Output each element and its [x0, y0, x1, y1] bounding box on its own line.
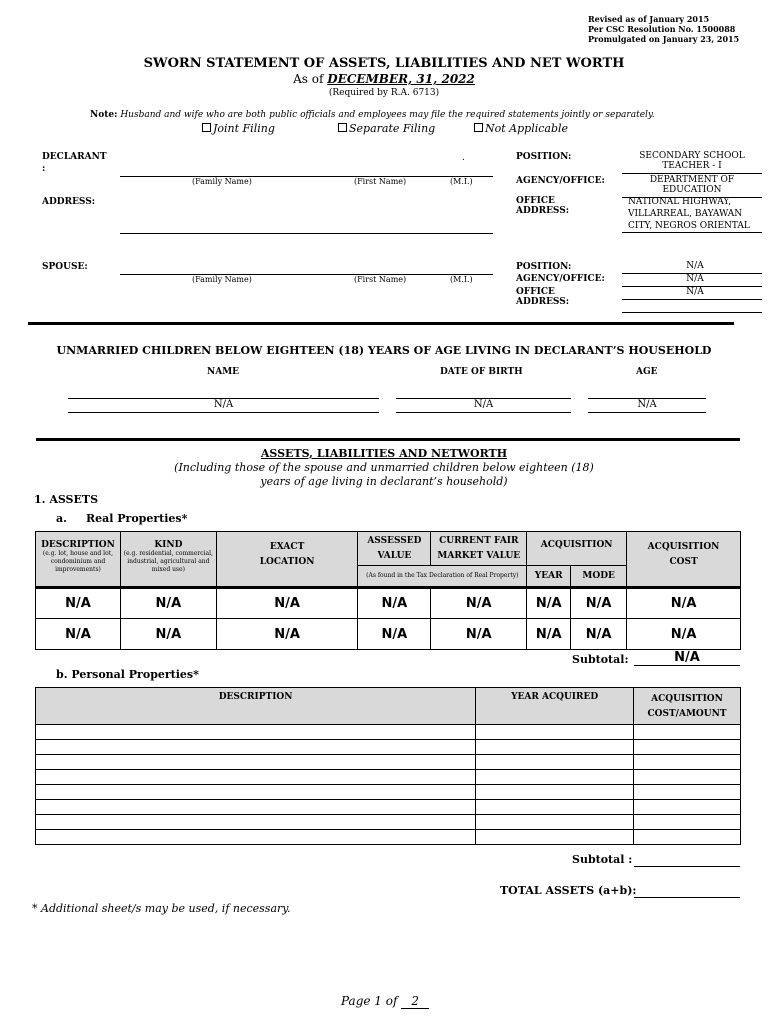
agency-value	[622, 175, 762, 195]
table-cell[interactable]	[476, 740, 634, 755]
table-cell[interactable]	[476, 785, 634, 800]
children-name-value: N/A	[213, 399, 234, 410]
header-label: ACQUISITION	[651, 694, 723, 704]
header-label: KIND	[154, 540, 183, 550]
header-label: ACQUISITION	[647, 542, 720, 552]
office-address-label	[516, 196, 569, 216]
table-cell: N/A	[358, 588, 431, 619]
note-text: Husband and wife who are both public officials and employees may file the required statements jointly or separately.	[120, 110, 655, 120]
table-cell[interactable]	[634, 755, 741, 770]
table-cell[interactable]	[476, 830, 634, 845]
position-value	[622, 151, 762, 171]
table-cell: N/A	[571, 619, 627, 650]
table-row[interactable]	[36, 740, 741, 755]
office-value-line: NATIONAL HIGHWAY,	[628, 197, 732, 207]
col-mode: MODE	[571, 566, 627, 588]
spouse-agency-label: AGENCY/OFFICE:	[516, 274, 605, 284]
office-label-line: ADDRESS:	[516, 206, 570, 216]
spouse-label: SPOUSE:	[42, 262, 88, 272]
assets-subtitle: years of age living in declarant’s household)	[260, 475, 508, 488]
col-assessed-value	[358, 532, 431, 566]
as-of-date: DECEMBER, 31, 2022	[327, 72, 475, 86]
personal-subtotal-line[interactable]	[634, 866, 740, 867]
spouse-position-value: N/A	[686, 261, 704, 271]
table-cell[interactable]	[634, 815, 741, 830]
col-fair-market-value	[431, 532, 527, 566]
office-label-line: OFFICE	[516, 287, 555, 297]
office-label-line: OFFICE	[516, 196, 555, 206]
form-title: SWORN STATEMENT OF ASSETS, LIABILITIES AND NET WORTH	[143, 56, 625, 71]
header-label: COST/AMOUNT	[647, 709, 727, 719]
table-cell[interactable]	[634, 830, 741, 845]
col-kind	[120, 532, 216, 588]
real-subtotal-value: N/A	[674, 650, 700, 665]
children-age-header: AGE	[636, 367, 658, 377]
table-cell[interactable]	[36, 800, 476, 815]
header-label: DESCRIPTION	[41, 540, 115, 550]
position-value-line: TEACHER - I	[662, 161, 722, 171]
revision-line: Revised as of January 2015	[588, 14, 710, 24]
required-note: (Required by R.A. 6713)	[328, 88, 440, 98]
header-label: LOCATION	[259, 557, 315, 567]
table-cell: N/A	[571, 588, 627, 619]
table-cell: N/A	[527, 619, 571, 650]
table-cell: N/A	[36, 588, 121, 619]
table-cell[interactable]	[36, 725, 476, 740]
section-divider	[28, 322, 734, 325]
col-year-acquired: YEAR ACQUIRED	[476, 688, 634, 725]
table-cell[interactable]	[634, 800, 741, 815]
position-label: POSITION:	[516, 152, 572, 162]
real-properties-letter: a.	[56, 512, 67, 525]
personal-properties-title: b. Personal Properties*	[56, 668, 199, 681]
assets-subtitle: (Including those of the spouse and unmarried children below eighteen (18)	[174, 461, 594, 474]
table-cell[interactable]	[36, 755, 476, 770]
assets-label: 1. ASSETS	[34, 493, 99, 506]
spouse-position-label: POSITION:	[516, 262, 572, 272]
table-cell[interactable]	[36, 830, 476, 845]
personal-subtotal-label: Subtotal :	[572, 853, 633, 866]
children-name-line-2	[68, 412, 379, 413]
table-cell[interactable]	[36, 785, 476, 800]
real-properties-table	[35, 531, 741, 650]
table-cell: N/A	[216, 588, 358, 619]
page-prefix: Page 1 of	[341, 994, 398, 1008]
children-dob-header: DATE OF BIRTH	[440, 367, 523, 377]
children-dob-value: N/A	[473, 399, 494, 410]
real-subtotal-label: Subtotal:	[572, 653, 629, 666]
real-properties-title: Real Properties*	[86, 512, 188, 525]
table-row	[36, 588, 741, 619]
table-cell[interactable]	[634, 725, 741, 740]
revision-line: Promulgated on January 23, 2015	[588, 34, 740, 44]
spouse-office-value: N/A	[686, 287, 704, 297]
header-sublabel: (e.g. lot, house and lot, condominium and improvements)	[42, 550, 114, 573]
col-cost-amount	[634, 688, 741, 725]
mi-caption: (M.I.)	[450, 177, 473, 186]
table-cell[interactable]	[476, 815, 634, 830]
children-name-header: NAME	[207, 367, 240, 377]
table-cell[interactable]	[36, 815, 476, 830]
table-row[interactable]	[36, 815, 741, 830]
header-label: MARKET VALUE	[437, 550, 521, 561]
declarant-dot: .	[462, 153, 465, 163]
children-title: UNMARRIED CHILDREN BELOW EIGHTEEN (18) YEARS OF AGE LIVING IN DECLARANT’S HOUSEHOLD	[56, 344, 712, 357]
position-value-line: SECONDARY SCHOOL	[639, 151, 745, 161]
table-cell[interactable]	[36, 740, 476, 755]
filing-joint[interactable]	[202, 122, 275, 135]
table-cell: N/A	[431, 588, 527, 619]
filing-label: Not Applicable	[485, 122, 569, 135]
header-label: EXACT	[269, 542, 305, 552]
table-cell: N/A	[120, 619, 216, 650]
checkbox-icon	[202, 123, 211, 132]
checkbox-icon	[338, 123, 347, 132]
office-value-line: VILLARREAL, BAYAWAN	[628, 209, 743, 219]
table-cell: N/A	[627, 588, 741, 619]
agency-value-line: DEPARTMENT OF	[649, 175, 735, 185]
mi-caption: (M.I.)	[450, 275, 473, 284]
total-assets-line[interactable]	[634, 897, 740, 898]
agency-value-line: EDUCATION	[662, 185, 722, 195]
table-row	[36, 619, 741, 650]
declarant-colon: :	[42, 164, 46, 174]
table-cell[interactable]	[634, 770, 741, 785]
header-label: VALUE	[377, 550, 412, 561]
table-cell[interactable]	[476, 755, 634, 770]
table-row[interactable]	[36, 785, 741, 800]
table-cell[interactable]	[476, 725, 634, 740]
family-name-caption: (Family Name)	[192, 275, 252, 284]
col-description	[36, 532, 121, 588]
table-row[interactable]	[36, 800, 741, 815]
spouse-name-line[interactable]	[120, 274, 493, 275]
note	[90, 110, 655, 120]
office-line	[622, 232, 762, 233]
spouse-agency-value: N/A	[686, 274, 704, 284]
table-cell: N/A	[216, 619, 358, 650]
table-cell: N/A	[627, 619, 741, 650]
address-label: ADDRESS:	[42, 197, 96, 207]
revision-note	[588, 14, 739, 44]
spouse-office-line	[622, 299, 762, 300]
col-acquisition: ACQUISITION	[527, 532, 627, 566]
revision-line: Per CSC Resolution No. 1500088	[588, 24, 736, 34]
filing-label: Joint Filing	[213, 122, 275, 135]
table-cell[interactable]	[634, 740, 741, 755]
checkbox-icon	[474, 123, 483, 132]
table-row[interactable]	[36, 755, 741, 770]
table-cell: N/A	[36, 619, 121, 650]
section-divider	[36, 438, 740, 441]
note-label: Note:	[90, 110, 118, 120]
table-cell: N/A	[527, 588, 571, 619]
as-of-prefix: As of	[293, 72, 324, 86]
filing-not-applicable[interactable]	[474, 122, 568, 135]
office-label-line: ADDRESS:	[516, 297, 570, 307]
first-name-caption: (First Name)	[354, 177, 407, 186]
table-cell[interactable]	[634, 785, 741, 800]
table-cell: N/A	[431, 619, 527, 650]
office-value-line: CITY, NEGROS ORIENTAL	[628, 221, 750, 231]
filing-label: Separate Filing	[349, 122, 436, 135]
total-assets-label: TOTAL ASSETS (a+b):	[500, 884, 637, 897]
assets-title: ASSETS, LIABILITIES AND NETWORTH	[260, 447, 508, 460]
header-label: ASSESSED	[367, 535, 422, 546]
fair-value-note: (As found in the Tax Declaration of Real Property)	[358, 566, 527, 588]
as-of-line	[0, 72, 768, 86]
first-name-caption: (First Name)	[354, 275, 407, 284]
declarant-label: DECLARANT	[42, 152, 107, 162]
spouse-office-line-2	[622, 312, 762, 313]
position-line	[622, 173, 762, 174]
col-acquisition-cost	[627, 532, 741, 588]
table-row[interactable]	[36, 770, 741, 785]
footnote: * Additional sheet/s may be used, if necessary.	[32, 902, 291, 915]
col-description: DESCRIPTION	[36, 688, 476, 725]
address-line[interactable]	[120, 233, 493, 234]
table-cell[interactable]	[36, 770, 476, 785]
page-number	[341, 994, 429, 1009]
table-row[interactable]	[36, 725, 741, 740]
personal-properties-table	[35, 687, 741, 845]
family-name-caption: (Family Name)	[192, 177, 252, 186]
children-dob-line-2	[396, 412, 571, 413]
filing-separate[interactable]	[338, 122, 435, 135]
page-total: 2	[401, 994, 429, 1009]
table-cell: N/A	[358, 619, 431, 650]
table-cell[interactable]	[476, 770, 634, 785]
table-row[interactable]	[36, 830, 741, 845]
table-cell: N/A	[120, 588, 216, 619]
agency-label: AGENCY/OFFICE:	[516, 176, 605, 186]
header-label: CURRENT FAIR	[439, 535, 519, 546]
header-label: COST	[669, 557, 698, 567]
col-exact-location	[216, 532, 358, 588]
children-age-line-2	[588, 412, 706, 413]
header-sublabel: (e.g. residential, commercial, industrial, agricultural and mixed use)	[123, 550, 213, 573]
table-cell[interactable]	[476, 800, 634, 815]
col-year: YEAR	[527, 566, 571, 588]
real-subtotal-line	[634, 665, 740, 666]
office-address-value	[628, 196, 750, 232]
spouse-office-label	[516, 287, 569, 307]
declarant-name-line[interactable]	[120, 176, 493, 177]
children-age-value: N/A	[637, 399, 657, 410]
